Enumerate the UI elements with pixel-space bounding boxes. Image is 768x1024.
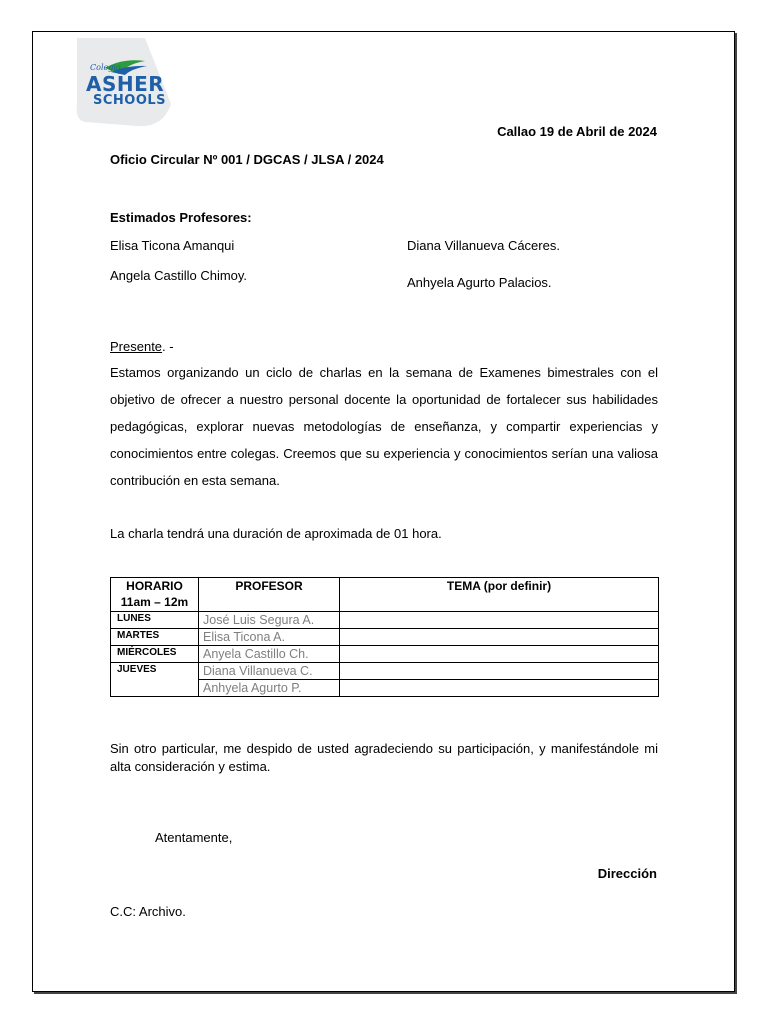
professor-cell: Diana Villanueva C. [199, 663, 340, 680]
reference-number: Oficio Circular Nº 001 / DGCAS / JLSA / 2024 [110, 152, 384, 167]
table-row [111, 612, 659, 629]
recipient-name: Diana Villanueva Cáceres. [407, 238, 560, 253]
cc-line: C.C: Archivo. [110, 904, 186, 919]
profesor-header: PROFESOR [199, 578, 340, 612]
professor-cell: Anyela Castillo Ch. [199, 646, 340, 663]
sign-off: Atentamente, [155, 830, 233, 845]
professor-cell: Anhyela Agurto P. [199, 680, 340, 697]
day-cell: MARTES [111, 629, 199, 646]
topic-cell [340, 629, 659, 646]
day-cell: LUNES [111, 612, 199, 629]
topic-cell [340, 663, 659, 680]
signature-label: Dirección [597, 866, 657, 881]
logo-schools-text: SCHOOLS [93, 93, 167, 108]
table-row [111, 646, 659, 663]
tema-header: TEMA (por definir) [340, 578, 659, 612]
recipient-name: Elisa Ticona Amanqui [110, 238, 235, 253]
table-header-row [111, 578, 659, 612]
topic-cell [340, 612, 659, 629]
presente-suffix: . - [162, 339, 174, 354]
closing-paragraph: Sin otro particular, me despido de usted agradeciendo su participación, y manifestándole mi alta consideración y estima. [110, 741, 658, 774]
presente-line [110, 339, 174, 355]
greeting: Estimados Profesores: [110, 210, 252, 225]
school-logo [75, 34, 175, 129]
topic-cell [340, 680, 659, 697]
logo-asher-text: ASHER [86, 72, 165, 96]
duration-line: La charla tendrá una duración de aproximada de 01 hora. [110, 526, 442, 541]
presente-word: Presente [110, 339, 163, 354]
table-row [111, 663, 659, 680]
horario-header [111, 578, 199, 612]
recipient-name: Angela Castillo Chimoy. [110, 268, 248, 283]
body-paragraph: Estamos organizando un ciclo de charlas en la semana de Examenes bimestrales con el objetivo de ofrecer a nuestro personal docente la oportunidad de fortalecer sus habilidades pedagógicas, explorar nuevas metodologías de enseñanza, y compartir experiencias y conocimientos entre colegas. Creemos que su experiencia y conocimientos serían una valiosa contribución en esta semana. [110, 365, 658, 488]
horario-header-line1: HORARIO [126, 579, 183, 593]
date-line: Callao 19 de Abril de 2024 [497, 124, 657, 139]
professor-cell: José Luis Segura A. [199, 612, 340, 629]
schedule-table [110, 577, 659, 697]
day-cell: JUEVES [111, 663, 199, 697]
topic-cell [340, 646, 659, 663]
professor-cell: Elisa Ticona A. [199, 629, 340, 646]
table-row [111, 629, 659, 646]
day-cell: MIÉRCOLES [111, 646, 199, 663]
logo-script-text: Colegio [90, 63, 121, 72]
document-page [32, 31, 735, 992]
horario-header-line2: 11am – 12m [120, 595, 189, 609]
recipient-name: Anhyela Agurto Palacios. [407, 275, 552, 290]
